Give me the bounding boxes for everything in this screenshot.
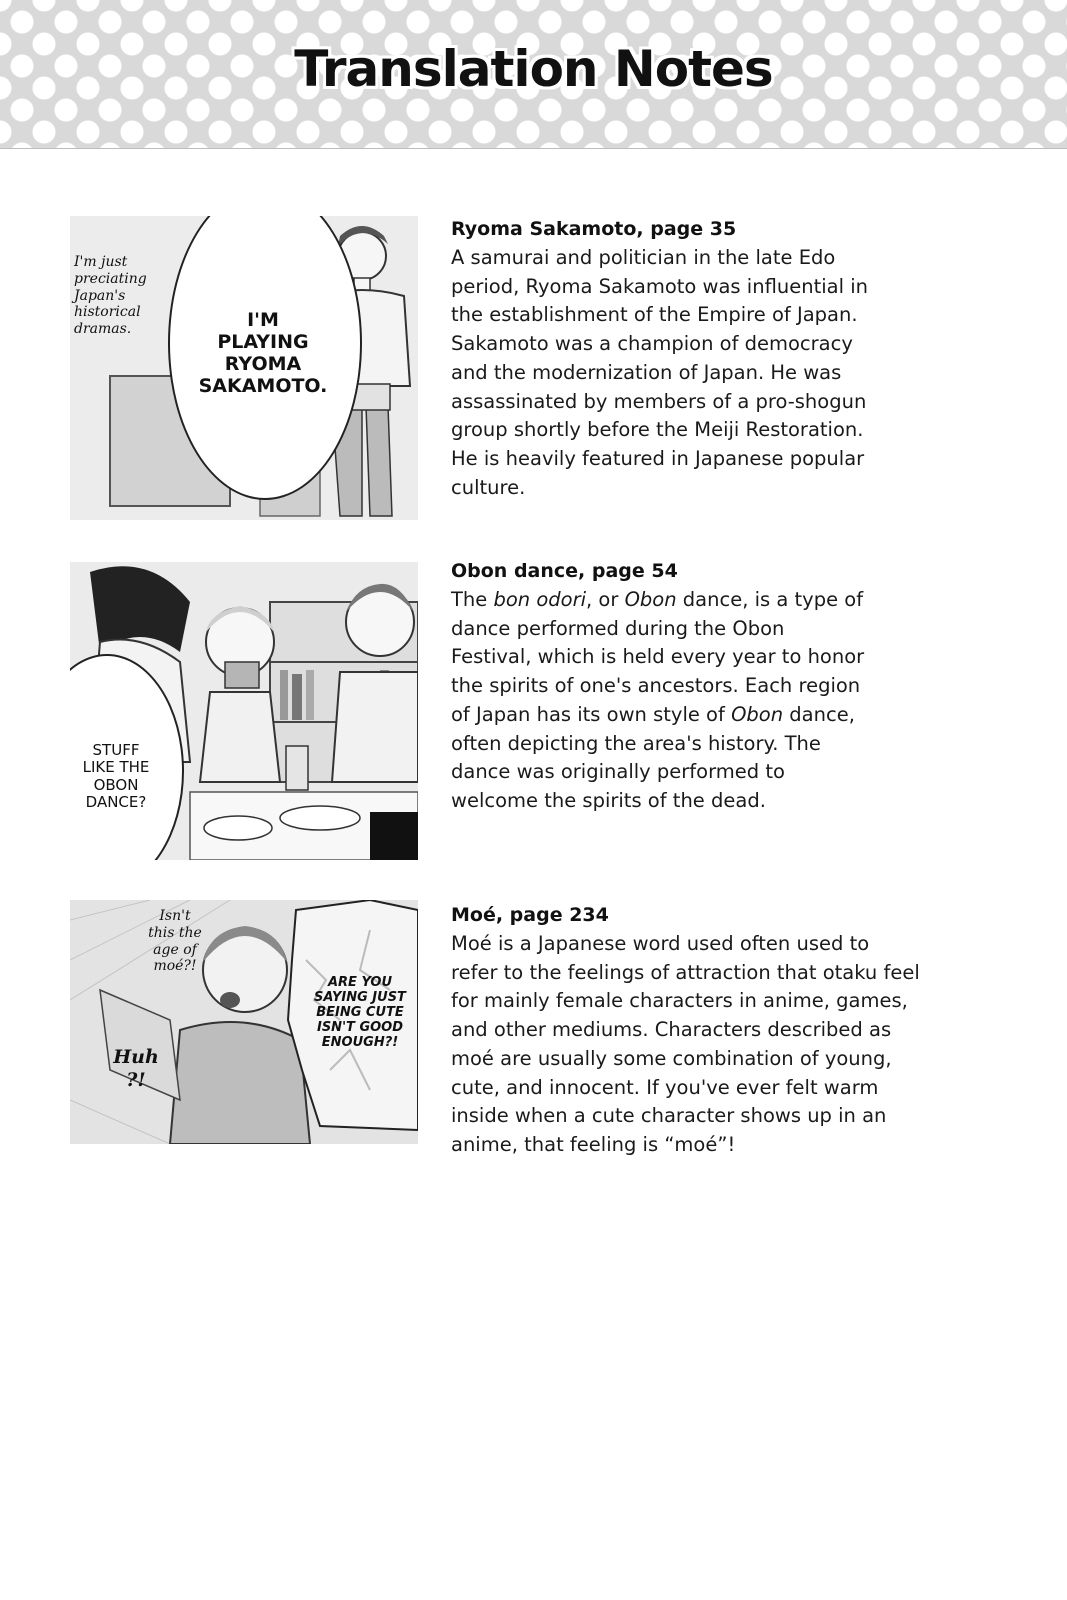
note-obon-dance xyxy=(451,556,951,816)
note-title: Obon dance, page 54 xyxy=(451,560,678,582)
speech-bubble-text: STUFF LIKE THE OBON DANCE? xyxy=(82,741,150,811)
note-ryoma-sakamoto xyxy=(451,214,951,502)
note-body: The bon odori, or Obon dance, is a type of dance performed during the Obon Festival, which is held every year to honor the spirits of one's ancestors. Each region of Japan has its own style of Obon dance, often depicting the area's history. The dance was originally performed to welcome the spirits of the dead. xyxy=(451,588,865,812)
note-title: Ryoma Sakamoto, page 35 xyxy=(451,218,737,240)
note-title: Moé, page 234 xyxy=(451,904,609,926)
note-moe xyxy=(451,900,951,1160)
page-title: Translation Notes xyxy=(294,40,773,98)
manga-panel-obon xyxy=(70,562,418,860)
manga-panel-ryoma xyxy=(70,216,418,520)
speech-bubble-text: I'M PLAYING RYOMA SAKAMOTO. xyxy=(198,309,328,397)
note-body: A samurai and politician in the late Edo period, Ryoma Sakamoto was influential in the establishment of the Empire of Japan. Sakamoto was a champion of democracy and the modernization of Japan. He was assassinated by members of a pro-shogun group shortly before the Meiji Restoration. He is heavily featured in Japanese popular culture. xyxy=(451,246,868,499)
header-banner xyxy=(0,0,1067,149)
exclamation-handwritten-text: Huh ?! xyxy=(113,1046,159,1091)
manga-panel-moe xyxy=(70,900,418,1144)
note-body: Moé is a Japanese word used often used to refer to the feelings of attraction that otaku feel for mainly female characters in anime, games, and other mediums. Characters described as moé are usually some combination of young, cute, and innocent. If you've ever felt warm inside when a cute character shows up in an anime, that feeling is “moé”! xyxy=(451,932,920,1156)
aside-handwritten-text: Isn't this the age of moé?! xyxy=(148,908,202,975)
speech-bubble-text: ARE YOU SAYING JUST BEING CUTE ISN'T GOOD ENOUGH?! xyxy=(314,975,406,1050)
aside-handwritten-text: I'm just preciating Japan's historical dramas. xyxy=(74,254,147,338)
